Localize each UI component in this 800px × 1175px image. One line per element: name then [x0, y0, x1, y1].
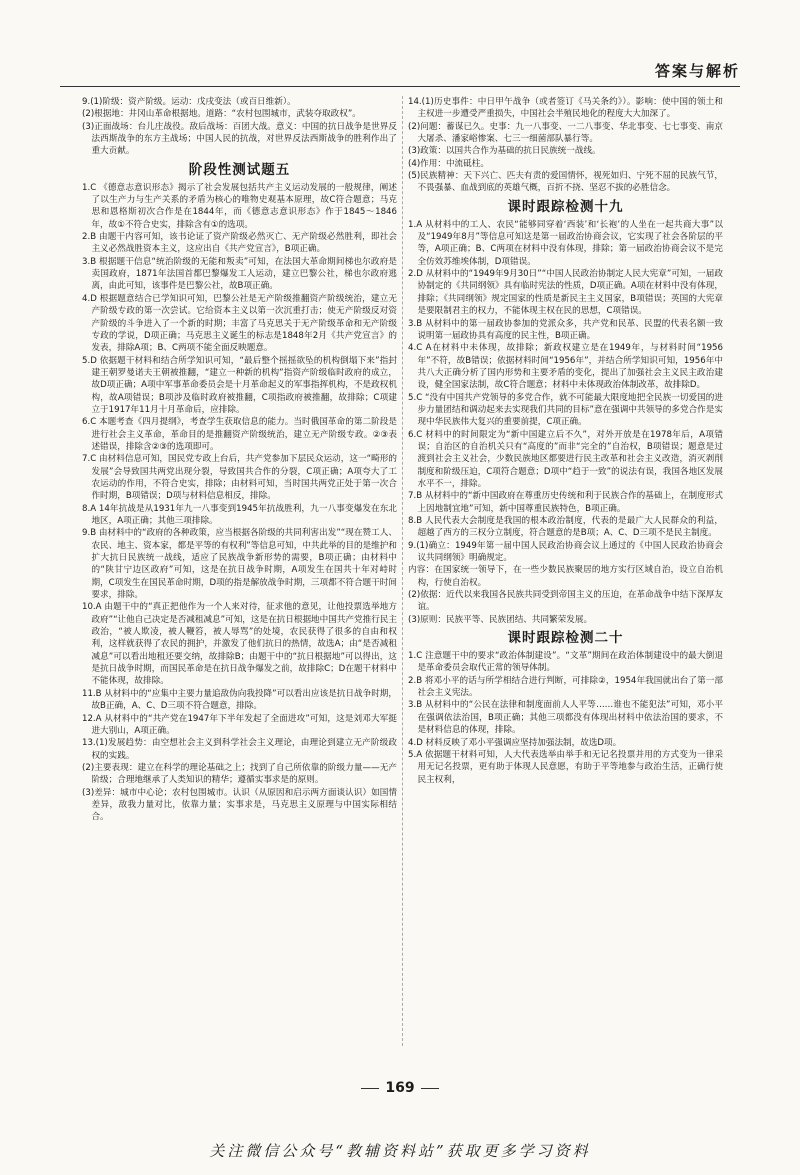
answer-paragraph: 9.(1)阶级：资产阶级。运动：戊戌变法（或百日维新）。: [82, 97, 296, 107]
section-title: 课时跟踪检测二十: [507, 630, 624, 647]
answer-paragraph: 7.B 从材料中的“新中国政府在尊重历史传统和利于民族合作的基础上，在制度形式上因地制宜地”可知，新中国尊重民族特色，B项正确。: [408, 491, 723, 514]
answer-paragraph: 10.A 由题干中的“真正把他作为一个人来对待，征求他的意见，让他投票选举地方政府”“让他自己决定是否减租减息”可知，这是在抗日根据地中国共产党推行民主政治，“被人欺凌，被人鞭笞，被人辱骂”的处境，农民获得了很多的自由和权利，这样就获得了农民的拥护，并激发了他们抗日的热情，故选A；由“是否减租减息”可以看出地租还要交纳，故排除B；由题干中的“抗日根据地”可以得出，这是抗日战争时期，而国民革命是在抗日战争爆发之前，故排除C；D在题干材料中不能体现，故排除。: [82, 602, 397, 687]
answer-paragraph: 8.A 14年抗战是从1931年九一八事变到1945年抗战胜利，九一八事变爆发在东北地区，A项正确；其他三项排除。: [82, 503, 397, 526]
page-number-value: 169: [385, 1080, 415, 1096]
answer-paragraph: 5.D 依据题干材料和结合所学知识可知，“最后整个摇摇欲坠的机构倒塌下来”指封建王朝罗曼诺夫王朝被推翻，“建立一种新的机构”指资产阶级临时政府的成立，故D项正确；A项中军事革命委员会是十月革命起义的军事指挥机构，不是政权机构，故A项错误；B项涉及临时政府被推翻，C项指政府被推翻，故排除；C项建立于1917年11月十月革命后，应排除。: [82, 355, 397, 415]
answer-paragraph: 4.D 材料反映了邓小平强调应坚持加强法制，故选D项。: [408, 737, 622, 748]
page-number-dash-right: [421, 1088, 439, 1089]
answer-paragraph: 9.B 由材料中的“政府的各种政策，应当根据各阶级的共同利害出发”“现在赞工人、农民、地主、资本家，都是平等的有权利”等信息可知，中共此举的目的是维护和扩大抗日民族统一战线，适应了民族战争新形势的需要，B项正确；由材料中的“陕甘宁边区政府”可知，这是在抗日战争时期，A项发生在国共十年对峙时期，C项发生在国民革命时期，D项的指是解放战争时期，三项都不符合题干时间要求，排除。: [82, 528, 397, 601]
answer-paragraph: (2)根据地：井冈山革命根据地。道路：“农村包围城市，武装夺取政权”。: [82, 109, 361, 120]
column-divider: [402, 96, 403, 1046]
page-header: [60, 58, 740, 87]
footer-watermark-text: 关注微信公众号“教辅资料站”获取更多学习资料: [209, 1142, 591, 1160]
answer-paragraph: 4.D 根据题意结合已学知识可知，巴黎公社是无产阶级推翻资产阶级统治，建立无产阶级专政的第一次尝试。它给资本主义以第一次沉重打击；使无产阶级反对资产阶级的斗争进入了一个新的时期；丰富了马克思关于无产阶级革命和无产阶级专政的学说，D项正确；马克思主义诞生的标志是1848年2月《共产党宣言》的发表，排除A项；B、C两项不能全面反映题意。: [82, 293, 397, 354]
answer-paragraph: 3.B 从材料中的第一届政协参加的党派众多，共产党和民革、民盟的代表名额一致说明第一届政协具有高度的民主性，B项正确。: [408, 318, 723, 341]
answer-paragraph: 11.B 从材料中的“应集中主要力量追敌伪向我投降”可以看出应该是抗日战争时期，故B正确，A、C、D三项不符合题意，排除。: [82, 688, 397, 712]
answer-paragraph: 7.C 由材料信息可知，国民党专政上台后，共产党参加下层民众运动，这一“畸形的发展”会导致国共两党出现分裂，导致国共合作的分裂，C项正确；A项夸大了工农运动的作用，不符合史实，排除；由材料可知，当时国共两党正处于第一次合作时期，B项错误；D项与材料信息相反，排除。: [82, 454, 397, 502]
answer-paragraph: 14.(1)历史事件：中日甲午战争（或者签订《马关条约》）。影响：使中国的领土和主权进一步遭受严重损失，中国社会半殖民地化的程度大大加深了。: [408, 97, 723, 120]
answer-paragraph: 6.C 本题考查《四月提纲》，考查学生获取信息的能力。当时俄国革命的第二阶段是进行社会主义革命，革命目的是推翻资产阶级统治，建立无产阶级专政。②③表述错误，排除含②③的选项即可。: [82, 417, 397, 452]
section-title: 阶段性测试题五: [188, 161, 291, 178]
answer-paragraph: 1.C 注意题干中的要求“政治体制建设”。“文革”期间在政治体制建设中的最大倒退是革命委员会取代正常的领导体制。: [408, 651, 723, 674]
answer-paragraph: (2)主要表现：建立在科学的理论基础之上；找到了自己所依靠的阶级力量——无产阶级；合理地继承了人类知识的精华；遵循实事求是的原则。: [82, 762, 397, 786]
left-column: [82, 96, 397, 1048]
answer-paragraph: 1.A 从材料中的工人、农民“能够同穿着‘西装’和‘长袍’的人坐在一起共商大事”以及“1949年8月”等信息可知这是第一届政治协商会议，它实现了社会各阶层的平等，A项正确；B、C两项在材料中没有体现，排除；第一届政治协商会议不是完全仿效苏维埃体制，D项错误。: [408, 219, 723, 267]
page-number: [0, 1080, 800, 1096]
answer-paragraph: 3.B 从材料中的“公民在法律和制度面前人人平等……谁也不能犯法”可知，邓小平在强调依法治国，B项正确；其他三项都没有体现出材料中依法治国的要求，不是材料信息的体现，排除。: [408, 700, 723, 736]
answer-paragraph: 9.(1)确立：1949年第一届中国人民政治协商会议上通过的《中国人民政治协商会议共同纲领》明确规定。: [408, 540, 723, 564]
page-number-dash-left: [361, 1088, 379, 1089]
answer-paragraph: 3.B 根据题干信息“统治阶级的无能和叛卖”可知，在法国大革命期间梯也尔政府是卖国政府，1871年法国首都巴黎爆发工人运动，建立巴黎公社，梯也尔政府逃离，由此可知，该事件是巴黎公社，故B项正确。: [82, 256, 397, 292]
answer-paragraph: (3)政策：以国共合作为基础的抗日民族统一战线。: [408, 146, 601, 157]
answer-paragraph: 1.C 《德意志意识形态》揭示了社会发展包括共产主义运动发展的一般规律，阐述了以生产力与生产关系的矛盾为核心的唯物史观基本原理，故C符合题意；马克思和恩格斯初次合作是在1844年，而《德意志意识形态》作于1845～1846年，故①不符合史实，排除含有①的选项。: [82, 182, 397, 230]
section-title: 课时跟踪检测十九: [507, 198, 624, 215]
answer-paragraph: 13.(1)发展趋势：由空想社会主义到科学社会主义理论，由理论到建立无产阶级政权的实践。: [82, 738, 397, 761]
answer-paragraph: (3)正面战场：台儿庄战役。敌后战场：百团大战。意义：中国的抗日战争是世界反法西斯战争的东方主战场；中国人民的抗战，对世界反法西斯战争的胜利作出了重大贡献。: [82, 121, 397, 157]
answer-paragraph: 8.B 人民代表大会制度是我国的根本政治制度，代表的是最广大人民群众的利益，超越了西方的三权分立制度，符合题意的是B项；A、C、D三项不是民主制度。: [408, 516, 723, 539]
header-title: 答案与解析: [654, 62, 740, 80]
answer-paragraph: 6.C 材料中的时间限定为“新中国建立后不久”，对外开放是在1978年后，A项错误；自治区的自治机关只有“高度的”而非“完全的”自治权，B项错误；题意是过渡到社会主义社会，少数民族地区都要进行民主改革和社会主义改造，消灭剥削制度和阶级压迫，C项符合题意；D项中“趋于一致”的说法有误，我国各地区发展水平不一，排除。: [408, 429, 723, 489]
answer-paragraph: 5.C “没有中国共产党领导的多党合作，就不可能最大限度地把全民族一切爱国的进步力量团结和调动起来去实现我们共同的目标”意在强调中共领导的多党合作是实现中华民族伟大复兴的重要前提，C项正确。: [408, 392, 723, 428]
answer-paragraph: (4)作用：中流砥柱。: [408, 158, 489, 169]
right-column: [408, 96, 723, 1048]
answer-paragraph: (3)差异：城市中心论；农村包围城市。认识（从原因和启示两方面谈认识）如国情差异，敌我力量对比，依靠力量；实事求是，马克思主义原理与中国实际相结合。: [82, 787, 397, 823]
answer-paragraph: 内容：在国家统一领导下，在一些少数民族聚居的地方实行区域自治，设立自治机构，行使自治权。: [408, 565, 723, 588]
answer-paragraph: (2)依据：近代以来我国各民族共同受到帝国主义的压迫，在革命战争中结下深厚友谊。: [408, 590, 723, 613]
answer-paragraph: 2.B 将邓小平的话与所学相结合进行判断，可排除②，1954年我国就出台了第一部社会主义宪法。: [408, 675, 723, 699]
answer-paragraph: (5)民族精神：天下兴亡、匹夫有责的爱国情怀，视死如归、宁死不屈的民族气节，不畏强暴、血战到底的英雄气概，百折不挠、坚忍不拔的必胜信念。: [408, 171, 723, 194]
answer-paragraph: 2.D 从材料中的“1949年9月30日”“中国人民政治协制定人民大宪章”可知，一届政协制定的《共同纲领》具有临时宪法的性质，D项正确。A项在材料中没有体现，排除；《共同纲领》规定国家的性质是新民主主义国家，B项错误；英国的大宪章是要限制君主的权力，不能体现主权在民的思想，C项错误。: [408, 269, 723, 317]
answer-paragraph: (2)问题：蓄谋已久。史事：九一八事变、一二八事变、华北事变、七七事变、南京大屠杀、潘家峪惨案、七三一细菌部队暴行等。: [408, 121, 723, 145]
answer-paragraph: 2.B 由题干内容可知，该书论证了资产阶级必然灭亡、无产阶级必然胜利，即社会主义必然战胜资本主义，这应出自《共产党宣言》，B项正确。: [82, 232, 397, 255]
answer-paragraph: 12.A 从材料中的“共产党在1947年下半年发起了全面进攻”可知，这是刘邓大军挺进大别山，A项正确。: [82, 713, 397, 736]
answer-paragraph: 4.C A在材料中未体现，故排除；新政权建立是在1949年，与材料时间“1956年”不符，故B错误；依据材料时间“1956年”，并结合所学知识可知，1956年中共八大正确分析了国内形势和主要矛盾的变化，提出了加强社会主义民主政治建设，健全国家法制，故C符合题意；材料中未体现政治体制改革，故排除D。: [408, 343, 723, 391]
answer-paragraph: 5.A 依据题干材料可知，人大代表选举由举手和无记名投票并用的方式变为一律采用无记名投票，更有助于体现人民意愿，有助于平等地参与政治生活，正确行使民主权利，: [408, 749, 723, 785]
answer-paragraph: (3)原则：民族平等、民族团结、共同繁荣发展。: [408, 614, 593, 625]
